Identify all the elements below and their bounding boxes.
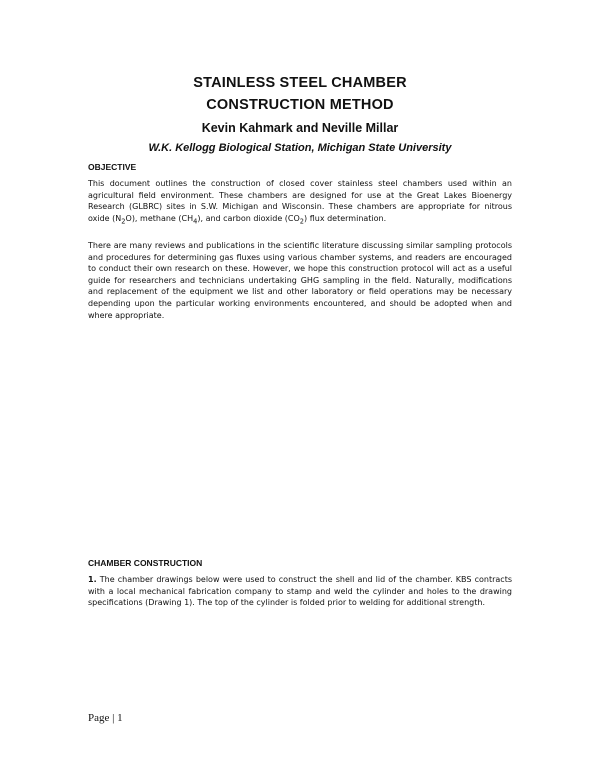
p1-text-b: O), methane (CH (125, 213, 194, 223)
ch4-subscript: 4 (193, 217, 198, 226)
p1-text-a: This document outlines the construction of closed cover stainless steel chambers used within an agricultural field environment. These chambers are designed for use at the Great Lakes Bioenergy Research (GLBRC) sites in S.W. Michigan and Wisconsin. These chambers are appropriate for nitrous oxide (N (88, 179, 512, 223)
step-number: 1. (88, 575, 97, 584)
page-number: Page | 1 (88, 712, 123, 724)
authors: Kevin Kahmark and Neville Millar (201, 121, 399, 135)
objective-paragraph-2: There are many reviews and publications in the scientific literature discussing similar sampling protocols and procedures for determining gas fluxes using various chamber systems, and readers are encouraged to conduct their own research on these. However, we hope this construction protocol will act as a useful guide for researchers and technicians undertaking GHG sampling in the field. Naturally, modifications and replacement of the equipment we list and other laboratory or field operations may be necessary depending upon the particular working environments encountered, and should be adopted when and where appropriate. (88, 241, 512, 320)
document-title-line2: CONSTRUCTION METHOD (206, 97, 394, 113)
construction-step-1 (88, 574, 512, 609)
co2-subscript: 2 (299, 217, 305, 226)
construction-heading: CHAMBER CONSTRUCTION (88, 558, 203, 568)
p1-text-d: ) flux determination. (304, 213, 387, 223)
objective-paragraph-1 (88, 178, 512, 228)
p1-text-c: ), and carbon dioxide (CO (197, 213, 300, 223)
step-text: The chamber drawings below were used to construct the shell and lid of the chamber. KBS contracts with a local mechanical fabrication company to stamp and weld the cylinder and holes to the drawing specifications (Drawing 1). The top of the cylinder is folded prior to welding for additional strength. (88, 575, 513, 608)
n2o-subscript: 2 (121, 217, 126, 226)
affiliation: W.K. Kellogg Biological Station, Michigan State University (148, 142, 452, 154)
objective-heading: OBJECTIVE (88, 162, 137, 172)
document-title-line1: STAINLESS STEEL CHAMBER (193, 75, 407, 91)
